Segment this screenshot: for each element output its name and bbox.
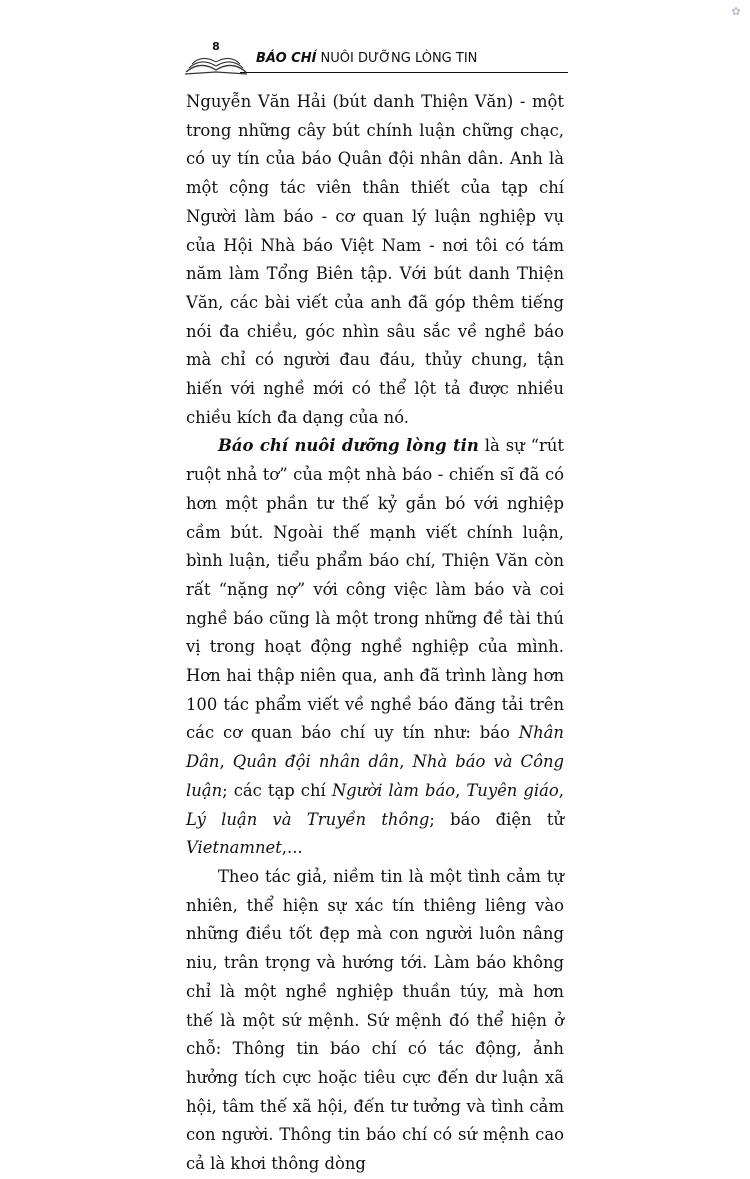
text-run: , xyxy=(399,752,413,772)
text-run: ; báo điện tử xyxy=(429,809,564,829)
paragraph xyxy=(186,88,564,432)
running-title xyxy=(256,51,477,66)
running-title-rest: NUÔI DƯỠNG LÒNG TIN xyxy=(316,51,478,66)
publication-name: Người làm báo xyxy=(331,780,456,800)
running-header xyxy=(184,40,568,76)
publication-name: Nhân Dân xyxy=(186,723,564,772)
publication-name: Quân đội nhân dân xyxy=(232,752,400,772)
text-run: là sự “rút ruột nhả tơ” của một nhà báo - chiến sĩ đã có hơn một phần tư thế kỷ gắn bó với nghiệp cầm bút. Ngoài thế mạnh viết chính luận, bình luận, tiểu phẩm báo chí, Thiện Văn còn rất “nặng nợ” với công việc làm báo và coi nghề báo cũng là một trong những đề tài thú vị trong hoạt động nghề nghiệp của mình. Hơn hai thập niên qua, anh đã trình làng hơn 100 tác phẩm viết về nghề báo đăng tải trên các cơ quan báo chí uy tín như: báo xyxy=(186,436,564,743)
corner-flower-icon: ✿ xyxy=(731,5,741,18)
running-title-bold: BÁO CHÍ xyxy=(256,51,317,66)
text-run: , xyxy=(219,752,233,772)
page-number: 8 xyxy=(212,40,220,53)
publication-name: Lý luận và Truyền thông xyxy=(186,809,430,829)
paragraph xyxy=(186,432,564,863)
text-run: Nguyễn Văn Hải (bút danh Thiện Văn) - một trong những cây bút chính luận chững chạc, có uy tín của báo Quân đội nhân dân. Anh là một cộng tác viên thân thiết của tạp chí Người làm báo - cơ quan lý luận nghiệp vụ của Hội Nhà báo Việt Nam - nơi tôi có tám năm làm Tổng Biên tập. Với bút danh Thiện Văn, các bài viết của anh đã góp thêm tiếng nói đa chiều, góc nhìn sâu sắc về nghề báo mà chỉ có người đau đáu, thủy chung, tận hiến với nghề mới có thể lột tả được nhiều chiều kích đa dạng của nó. xyxy=(186,92,564,427)
page-body xyxy=(186,88,564,1179)
text-run: , xyxy=(455,780,467,800)
publication-name: Tuyên giáo xyxy=(466,780,559,800)
publication-name: Nhà báo và Công luận xyxy=(186,752,565,800)
text-run: ,... xyxy=(281,838,303,858)
text-run: , xyxy=(558,780,565,800)
header-rule xyxy=(240,72,568,73)
book-title-emphasis: Báo chí nuôi dưỡng lòng tin xyxy=(218,436,479,456)
text-run: Theo tác giả, niềm tin là một tình cảm tự nhiên, thể hiện sự xác tín thiêng liêng vào những điều tốt đẹp mà con người luôn nâng niu, trân trọng và hướng tới. Làm báo không chỉ là một nghề nghiệp thuần túy, mà hơn thế là một sứ mệnh. Sứ mệnh đó thể hiện ở chỗ: Thông tin báo chí có tác động, ảnh hưởng tích cực hoặc tiêu cực đến dư luận xã hội, tâm thế xã hội, đến tư tưởng và tình cảm con người. Thông tin báo chí có sứ mệnh cao cả là khơi thông dòng xyxy=(186,866,564,1174)
paragraph xyxy=(186,863,564,1179)
text-run: ; các tạp chí xyxy=(222,780,332,800)
publication-name: Vietnamnet xyxy=(186,838,282,858)
